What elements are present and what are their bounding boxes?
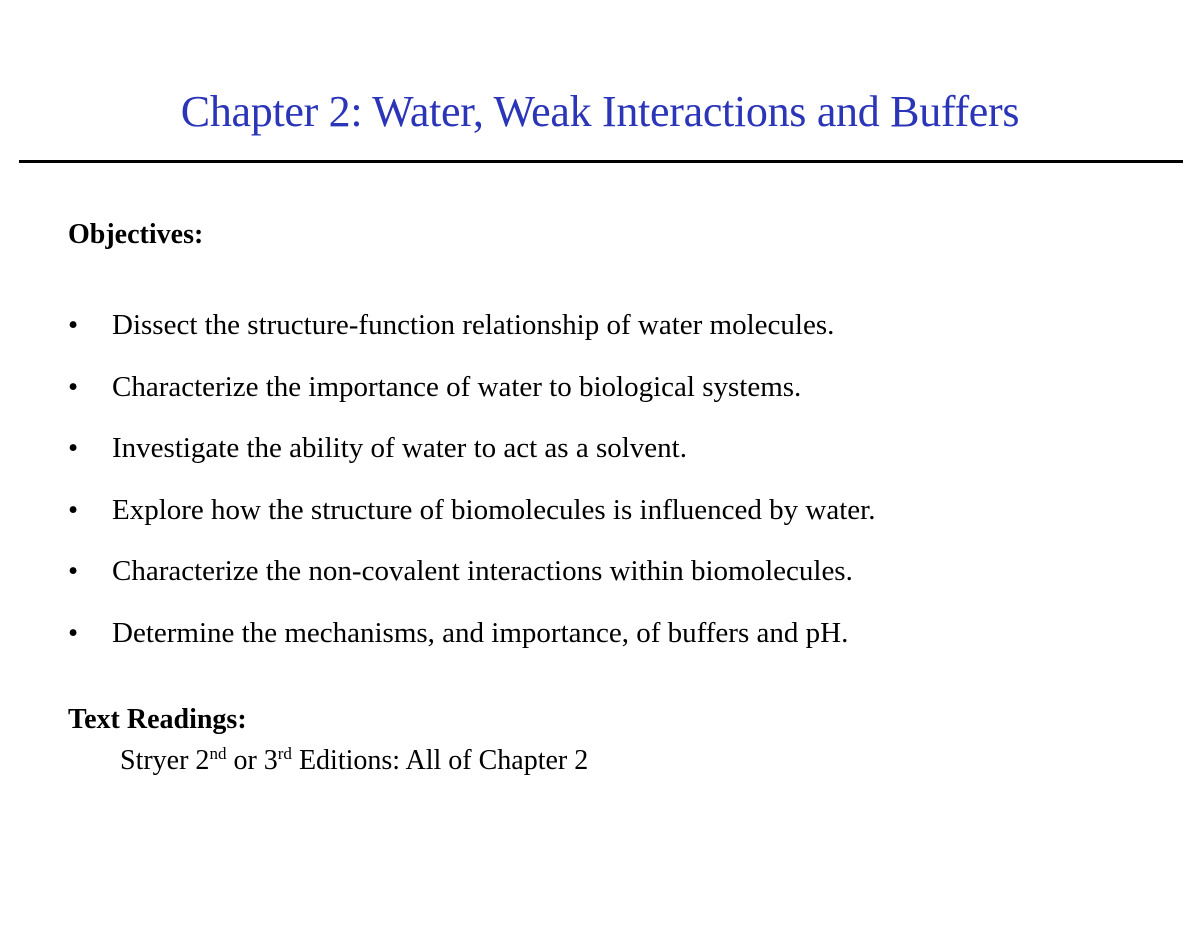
- reading-text-part: Stryer 2: [120, 745, 210, 776]
- text-readings-heading: Text Readings:: [68, 704, 247, 735]
- text-readings-line: [120, 744, 588, 778]
- bullet-icon: •: [68, 555, 79, 588]
- objective-item: [0, 493, 1200, 555]
- objective-item: [0, 308, 1200, 370]
- title-divider: [19, 160, 1183, 163]
- ordinal-suffix: rd: [277, 744, 292, 763]
- objective-item: [0, 554, 1200, 616]
- objective-item: [0, 431, 1200, 493]
- objective-text: Characterize the importance of water to biological systems.: [112, 370, 802, 403]
- reading-text-part: Editions: All of Chapter 2: [291, 745, 589, 776]
- objective-text: Explore how the structure of biomolecules is influenced by water.: [112, 493, 876, 526]
- objectives-heading: Objectives:: [68, 219, 204, 250]
- objectives-list: [0, 308, 1200, 678]
- objective-item: [0, 616, 1200, 678]
- reading-text-part: or 3: [226, 745, 278, 776]
- page-title: Chapter 2: Water, Weak Interactions and Buffers: [180, 87, 1020, 136]
- bullet-icon: •: [68, 370, 79, 403]
- bullet-icon: •: [68, 493, 79, 526]
- bullet-icon: •: [68, 432, 79, 465]
- bullet-icon: •: [68, 309, 79, 341]
- ordinal-suffix: nd: [209, 744, 227, 763]
- bullet-icon: •: [68, 616, 79, 649]
- objective-text: Investigate the ability of water to act as a solvent.: [112, 432, 687, 465]
- objective-text: Determine the mechanisms, and importance, of buffers and pH.: [112, 616, 849, 649]
- objective-text: Characterize the non-covalent interactions within biomolecules.: [112, 555, 853, 588]
- objective-item: [0, 370, 1200, 432]
- objective-text: Dissect the structure-function relationship of water molecules.: [112, 309, 835, 341]
